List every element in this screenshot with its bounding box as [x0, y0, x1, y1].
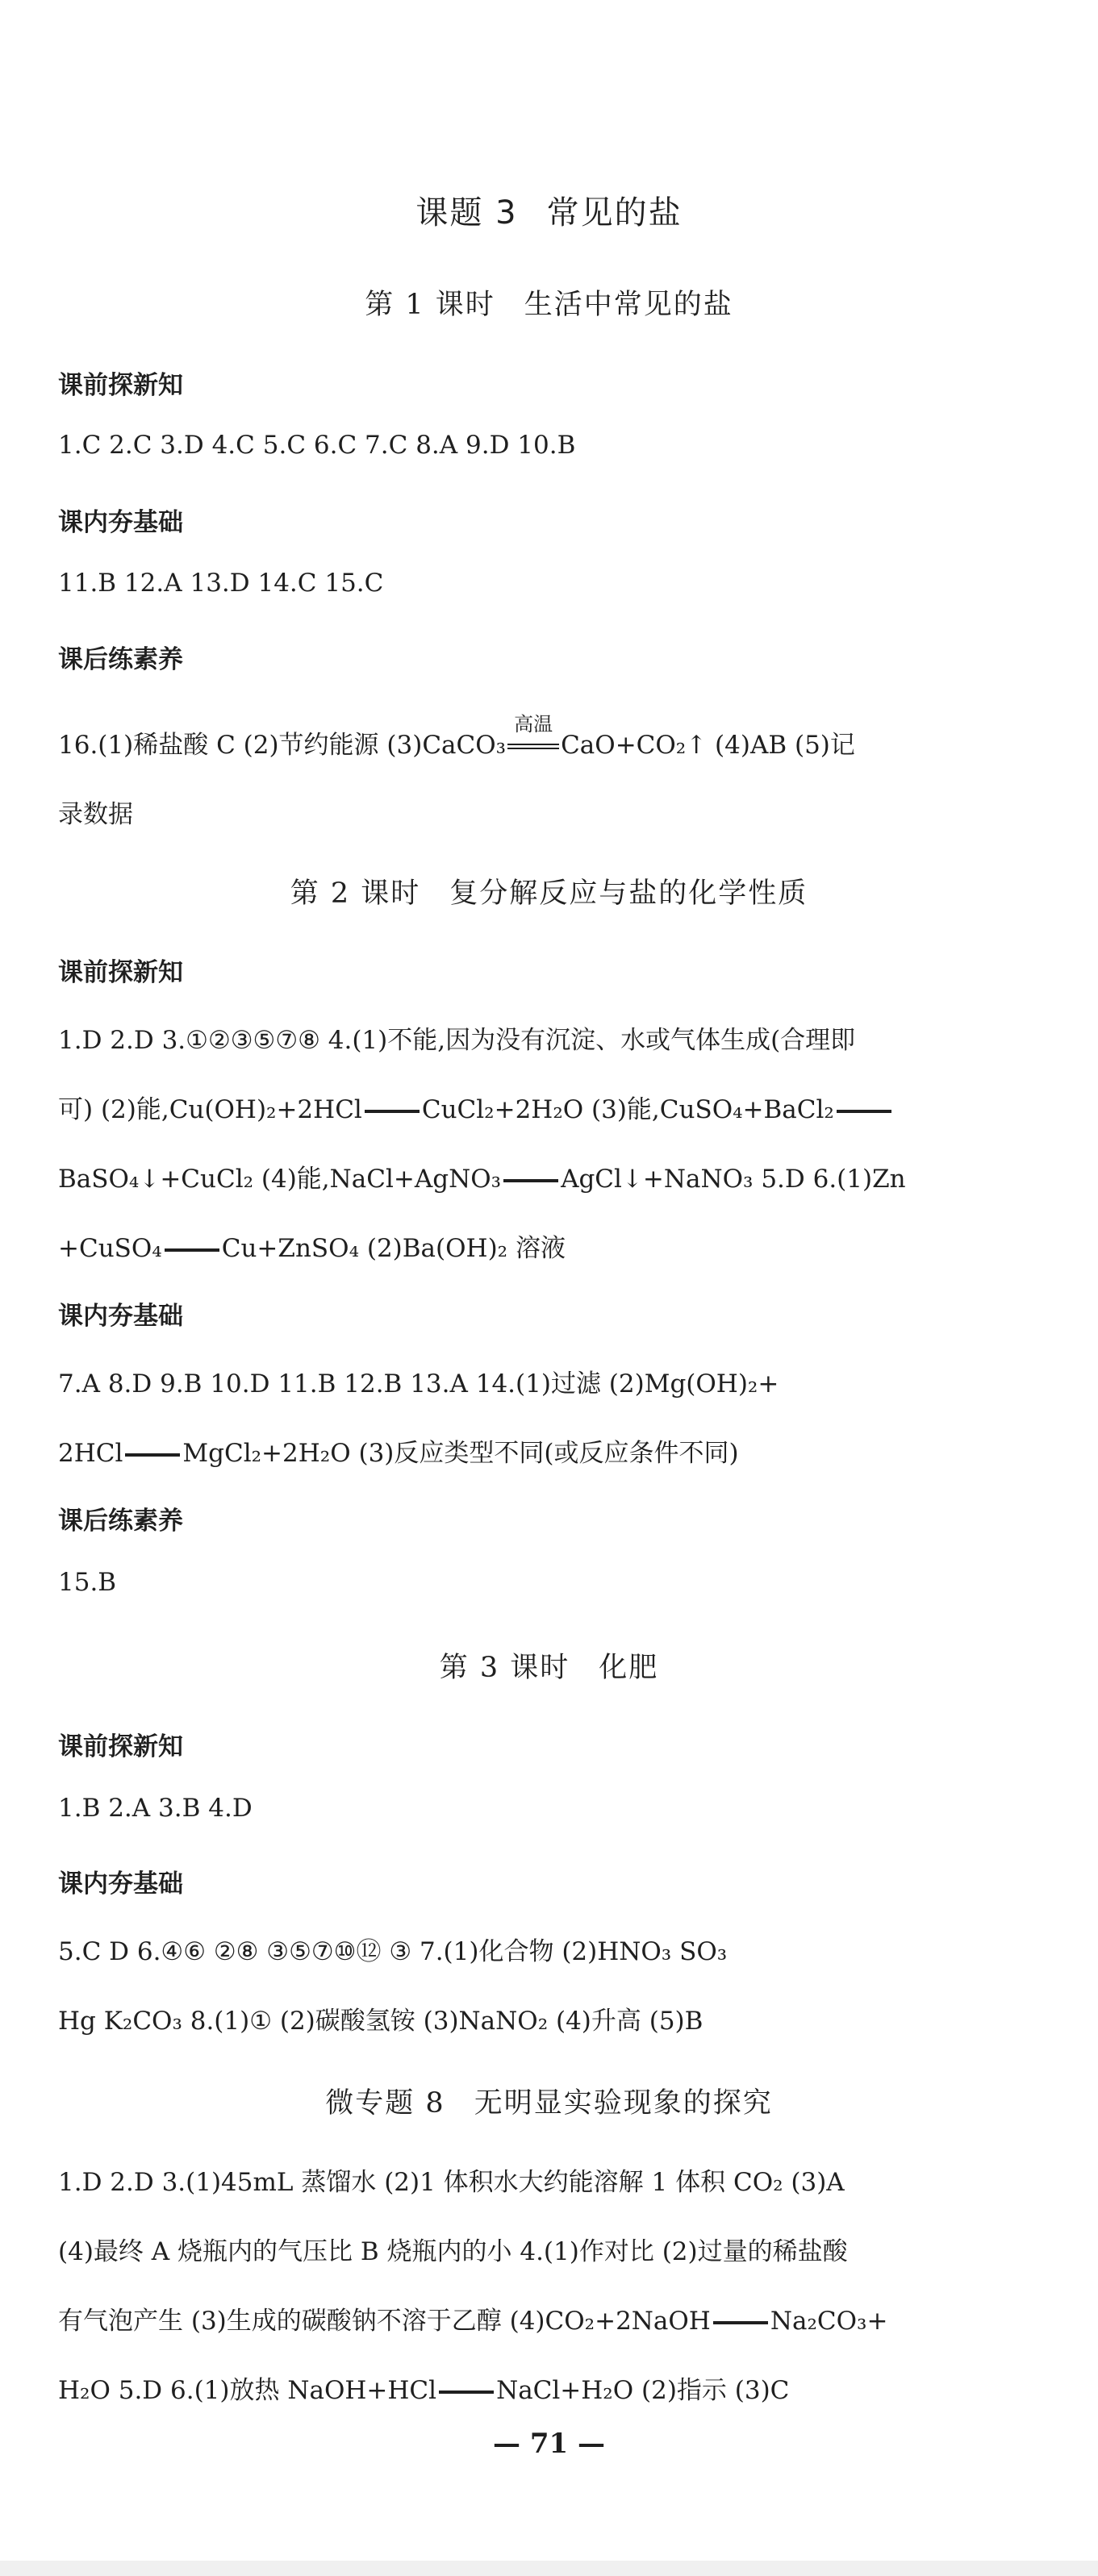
topic-heading [0, 187, 1098, 233]
lesson2-basics-line1: 7.A 8.D 9.B 10.D 11.B 12.B 13.A 14.(1)过滤 (2)Mg(OH)₂+ [58, 1369, 779, 1398]
lesson1-section-preview: 课前探新知 [58, 371, 183, 400]
lesson3-section-preview: 课前探新知 [58, 1732, 183, 1761]
lesson2-preview-line4 [58, 1228, 1058, 1264]
micro-text: 无明显实验现象的探究 [474, 2087, 773, 2120]
lesson2-preview-line2-a: 可) (2)能,Cu(OH)₂+2HCl [58, 1095, 362, 1124]
lesson3-basics-line2: Hg K₂CO₃ 8.(1)① (2)碳酸氢铵 (3)NaNO₂ (4)升高 (5)B [58, 2007, 703, 2036]
lesson2-title [0, 871, 1098, 911]
lesson1-section-basics: 课内夯基础 [58, 508, 183, 537]
micro-line3 [58, 2300, 1058, 2336]
lesson2-section-after: 课后练素养 [58, 1507, 183, 1536]
equals-sign-icon [837, 1110, 891, 1113]
lesson3-section-basics: 课内夯基础 [58, 1869, 183, 1899]
lesson3-preview-answers: 1.B 2.A 3.B 4.D [58, 1794, 253, 1823]
lesson1-text: 生活中常见的盐 [524, 289, 733, 321]
page-bottom-edge [0, 2561, 1098, 2576]
lesson1-preview-answers: 1.C 2.C 3.D 4.C 5.C 6.C 7.C 8.A 9.D 10.B [58, 431, 576, 460]
lesson2-preview-line1: 1.D 2.D 3.①②③⑤⑦⑧ 4.(1)不能,因为没有沉淀、水或气体生成(合理即 [58, 1026, 856, 1055]
lesson2-preview-line3 [58, 1158, 1058, 1194]
lesson3-num: 第 3 课时 [439, 1652, 570, 1684]
equals-sign-icon [507, 744, 559, 749]
lesson2-text: 复分解反应与盐的化学性质 [449, 877, 808, 910]
lesson2-section-basics: 课内夯基础 [58, 1302, 183, 1331]
lesson2-preview-line4-b: Cu+ZnSO₄ (2)Ba(OH)₂ 溶液 [221, 1234, 566, 1263]
equals-sign-icon [439, 2391, 494, 2394]
lesson1-section-after: 课后练素养 [58, 645, 183, 674]
lesson3-text: 化肥 [599, 1652, 659, 1684]
micro-line4 [58, 2370, 1058, 2406]
equals-sign-icon [125, 1453, 180, 1457]
micro-line4-b: NaCl+H₂O (2)指示 (3)C [496, 2376, 790, 2405]
topic-title: 常见的盐 [546, 194, 683, 231]
lesson2-basics-line2-b: MgCl₂+2H₂O (3)反应类型不同(或反应条件不同) [182, 1439, 739, 1468]
micro-line4-a: H₂O 5.D 6.(1)放热 NaOH+HCl [58, 2376, 437, 2405]
lesson2-preview-line3-b: AgCl↓+NaNO₃ 5.D 6.(1)Zn [561, 1165, 906, 1194]
lesson2-section-preview: 课前探新知 [58, 958, 183, 987]
lesson1-after-line1-b: CaO+CO₂↑ (4)AB (5)记 [561, 731, 855, 760]
lesson2-preview-line2 [58, 1089, 1058, 1125]
equals-sign-icon [503, 1179, 558, 1182]
lesson1-after-line2: 录数据 [58, 800, 133, 829]
micro-line1: 1.D 2.D 3.(1)45mL 蒸馏水 (2)1 体积水大约能溶解 1 体积 CO₂ (3)A [58, 2168, 845, 2197]
lesson2-preview-line2-b: CuCl₂+2H₂O (3)能,CuSO₄+BaCl₂ [421, 1095, 834, 1124]
lesson2-basics-line2 [58, 1432, 1058, 1469]
lesson1-after-line1 [58, 713, 1058, 761]
equals-sign-icon [165, 1248, 219, 1252]
micro-title [0, 2081, 1098, 2121]
micro-num: 微专题 8 [325, 2087, 445, 2120]
equals-sign-icon [365, 1110, 420, 1113]
lesson2-basics-line2-a: 2HCl [58, 1439, 123, 1468]
lesson1-title [0, 282, 1098, 323]
lesson1-after-line1-a: 16.(1)稀盐酸 C (2)节约能源 (3)CaCO₃ [58, 731, 507, 760]
micro-line2: (4)最终 A 烧瓶内的气压比 B 烧瓶内的小 4.(1)作对比 (2)过量的稀盐酸 [58, 2237, 848, 2266]
condition-label: 高温 [514, 713, 553, 736]
reaction-condition [506, 713, 561, 760]
lesson2-num: 第 2 课时 [290, 877, 421, 910]
lesson2-after-answers: 15.B [58, 1568, 117, 1597]
page-number: — 71 — [493, 2428, 605, 2460]
lesson1-num: 第 1 课时 [365, 289, 495, 321]
lesson2-preview-line4-a: +CuSO₄ [58, 1234, 162, 1263]
topic-label: 课题 3 [415, 194, 518, 231]
lesson3-basics-line1: 5.C D 6.④⑥ ②⑧ ③⑤⑦⑩⑫ ③ 7.(1)化合物 (2)HNO₃ SO₃ [58, 1937, 728, 1966]
micro-line3-b: Na₂CO₃+ [770, 2307, 888, 2336]
equals-sign-icon [713, 2321, 768, 2324]
lesson3-title [0, 1645, 1098, 1686]
lesson1-basics-answers: 11.B 12.A 13.D 14.C 15.C [58, 569, 384, 598]
lesson2-preview-line3-a: BaSO₄↓+CuCl₂ (4)能,NaCl+AgNO₃ [58, 1165, 502, 1194]
micro-line3-a: 有气泡产生 (3)生成的碳酸钠不溶于乙醇 (4)CO₂+2NaOH [58, 2307, 711, 2336]
